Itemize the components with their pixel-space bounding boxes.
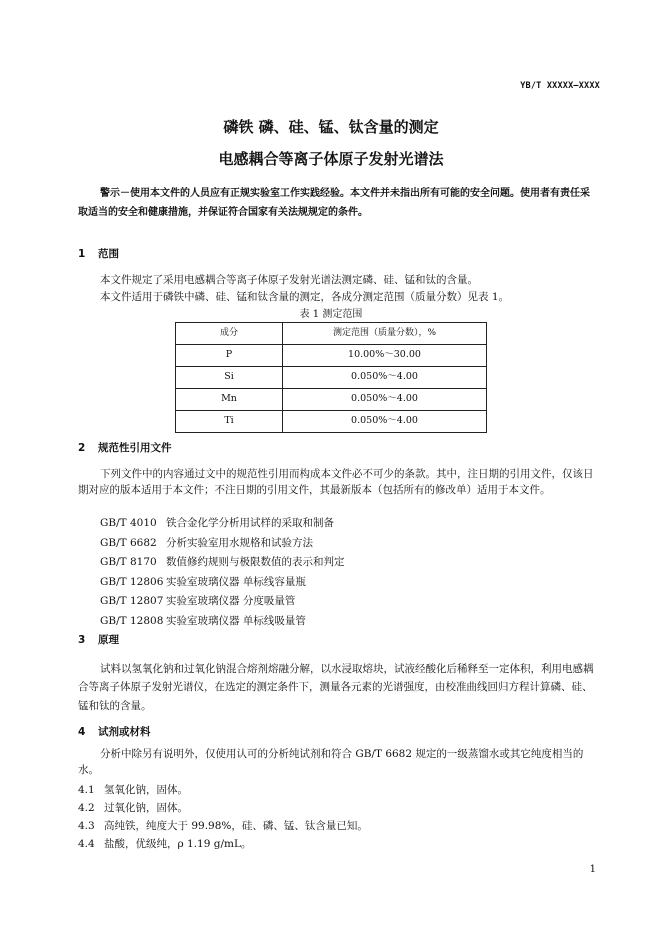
reagents-paragraph: 分析中除另有说明外，仅使用认可的分析纯试剂和符合 GB/T 6682 规定的一级蒸馏水或其它纯度相当的水。 (78, 748, 584, 777)
reference-title: 分析实验室用水规格和试验方法 (166, 536, 313, 549)
section-heading-principle (78, 632, 119, 648)
reference-title: 实验室玻璃仪器 单标线容量瓶 (166, 575, 306, 588)
reference-list (100, 514, 345, 631)
table-row (176, 389, 487, 411)
list-item (100, 534, 345, 554)
reference-title: 铁合金化学分析用试样的采取和制备 (166, 517, 334, 529)
clause-number: 4.3 (78, 820, 95, 832)
measurement-range-table (175, 322, 487, 433)
clause-text: 氢氧化钠，固体。 (104, 784, 188, 796)
section-title: 试剂或材料 (98, 726, 151, 738)
principle-paragraph: 试料以氢氧化钠和过氧化钠混合熔剂熔融分解，以水浸取熔块，试液经酸化后稀释至一定体积，利用电感耦合等离子体原子发射光谱仪，在选定的测定条件下，测量各元素的光谱强度，由校准曲线回归方程计算磷、硅、锰和钛的含量。 (78, 663, 594, 712)
section-heading-scope (78, 246, 119, 262)
reference-title: 实验室玻璃仪器 单标线吸量管 (166, 614, 306, 627)
table-cell-element: P (176, 345, 283, 367)
clause-4-1 (78, 782, 188, 798)
section-title: 范围 (98, 248, 119, 260)
page-number: 1 (589, 864, 596, 875)
clause-text: 盐酸，优级纯，ρ 1.19 g/mL。 (104, 838, 252, 850)
table-header-row (176, 323, 487, 345)
reference-code: GB/T 6682 (100, 536, 157, 549)
clause-number: 4.4 (78, 838, 95, 850)
table-row (176, 411, 487, 433)
section-number: 4 (78, 726, 86, 738)
table-header-cell: 成分 (176, 323, 283, 345)
list-item (100, 573, 345, 593)
table-header-cell: 测定范围（质量分数），% (283, 323, 487, 345)
list-item (100, 553, 345, 573)
section-heading-normative-references (78, 440, 172, 456)
reference-code: GB/T 12807 (100, 595, 164, 607)
table-cell-range: 0.050%～4.00 (283, 411, 487, 433)
table-cell-element: Mn (176, 389, 283, 411)
list-item (100, 514, 345, 534)
clause-text: 过氧化钠，固体。 (104, 802, 188, 814)
list-item (100, 612, 345, 632)
table-cell-element: Ti (176, 411, 283, 433)
section-number: 1 (78, 248, 86, 260)
reference-title: 实验室玻璃仪器 分度吸量管 (166, 595, 296, 607)
clause-4-4 (78, 836, 251, 852)
table-cell-range: 0.050%～4.00 (283, 389, 487, 411)
document-subtitle: 电感耦合等离子体原子发射光谱法 (218, 150, 444, 168)
section-title: 规范性引用文件 (98, 442, 172, 454)
section-number: 2 (78, 442, 86, 454)
clause-number: 4.1 (78, 784, 95, 796)
reference-code: GB/T 12806 (100, 575, 164, 588)
section-title: 原理 (98, 634, 119, 646)
scope-paragraph-2: 本文件适用于磷铁中磷、硅、锰和钛含量的测定，各成分测定范围（质量分数）见表 1。 (100, 291, 510, 303)
table-cell-element: Si (176, 367, 283, 389)
scope-paragraph-1: 本文件规定了采用电感耦合等离子体原子发射光谱法测定磷、硅、锰和钛的含量。 (100, 274, 478, 286)
normative-paragraph: 下列文件中的内容通过文中的规范性引用而构成本文件必不可少的条款。其中，注日期的引用文件，仅该日期对应的版本适用于本文件；不注日期的引用文件，其最新版本（包括所有的修改单）适用于本文件。 (78, 468, 594, 497)
table-cell-range: 10.00%～30.00 (283, 345, 487, 367)
document-title: 磷铁 磷、硅、锰、钛含量的测定 (223, 118, 439, 136)
clause-4-2 (78, 800, 188, 816)
table-row (176, 367, 487, 389)
list-item (100, 592, 345, 612)
reference-code: GB/T 8170 (100, 556, 157, 568)
reference-code: GB/T 4010 (100, 517, 157, 529)
table-cell-range: 0.050%～4.00 (283, 367, 487, 389)
reference-code: GB/T 12808 (100, 614, 164, 627)
clause-4-3 (78, 818, 368, 834)
table-caption: 表 1 测定范围 (299, 309, 363, 320)
standard-code: YB/T XXXXX—XXXX (520, 81, 600, 91)
reference-title: 数值修约规则与极限数值的表示和判定 (166, 556, 345, 568)
clause-text: 高纯铁，纯度大于 99.98%，硅、磷、锰、钛含量已知。 (104, 820, 368, 832)
safety-warning: 警示－使用本文件的人员应有正规实验室工作实践经验。本文件并未指出所有可能的安全问题。使用者有责任采取适当的安全和健康措施，并保证符合国家有关法规规定的条件。 (78, 188, 590, 218)
section-heading-reagents (78, 724, 151, 740)
table-row (176, 345, 487, 367)
clause-number: 4.2 (78, 802, 95, 814)
section-number: 3 (78, 634, 86, 646)
